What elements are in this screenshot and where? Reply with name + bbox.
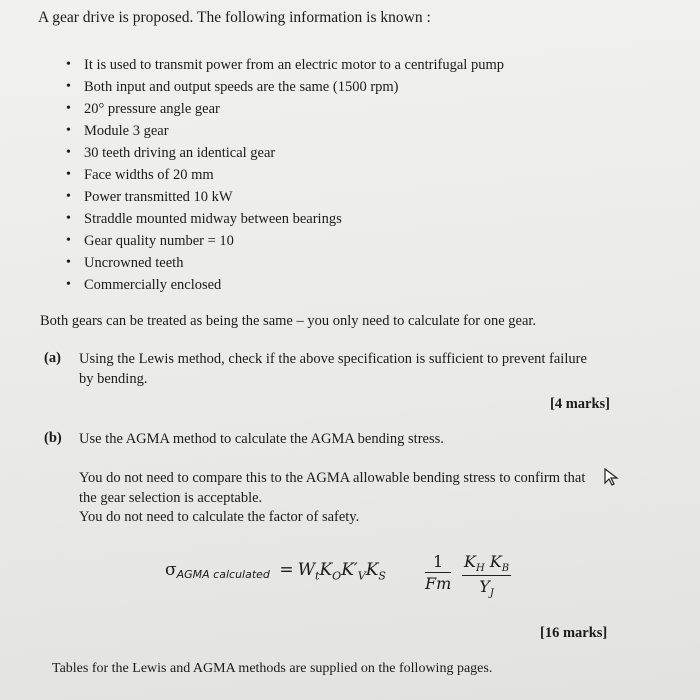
specification-list [66,57,504,299]
bullet-icon: • [66,189,71,204]
bullet-icon: • [66,167,71,182]
list-item: • Commercially enclosed [66,277,222,293]
list-item: • It is used to transmit power from an electric motor to a centrifugal pump [66,57,504,73]
list-item: • Straddle mounted midway between bearings [66,211,342,227]
bullet-icon: • [66,101,71,116]
bullet-icon: • [66,79,71,94]
footer-note: Tables for the Lewis and AGMA methods are supplied on the following pages. [52,661,493,676]
bullet-icon: • [66,123,71,138]
bullet-icon: • [66,277,71,292]
list-item: • Gear quality number = 10 [66,233,234,249]
question-a-label: (a) [44,350,61,366]
bullet-icon: • [66,145,71,160]
bullet-icon: • [66,233,71,248]
list-item: • Both input and output speeds are the same (1500 rpm) [66,79,399,95]
question-b-marks: [16 marks] [540,625,608,641]
question-a-text: Using the Lewis method, check if the above specification is sufficient to prevent failure by bending. [79,351,587,387]
agma-equation: σAGMA calculated = $W_tK_OK'_VK_S$ [165,560,386,583]
question-b-label: (b) [44,430,62,446]
list-item: • 20° pressure angle gear [66,101,220,117]
question-b-text: Use the AGMA method to calculate the AGMA bending stress. [79,431,444,447]
bullet-icon: • [66,57,71,72]
fraction-kh-kb-over-yj: $\frac{K_H K_B}{Y_J}$ [464,552,510,600]
bullet-icon: • [66,255,71,270]
list-item: • Uncrowned teeth [66,255,184,271]
question-a-marks: [4 marks] [550,396,611,412]
mouse-pointer-icon [603,468,619,486]
both-gears-note: Both gears can be treated as being the same – you only need to calculate for one gear. [40,313,537,329]
intro-text: A gear drive is proposed. The following information is known : [38,9,431,26]
list-item: • Power transmitted 10 kW [66,189,233,205]
bullet-icon: • [66,211,71,226]
list-item: • Face widths of 20 mm [66,167,214,183]
list-item: • Module 3 gear [66,123,169,139]
fraction-one-over-fm: $\frac{1}{Fm}$ [425,552,452,593]
question-b-notes: You do not need to compare this to the AGMA allowable bending stress to confirm that the gear selection is acceptable. You do not need to calculate the factor of safety. [79,470,586,525]
list-item: • 30 teeth driving an identical gear [66,145,276,161]
